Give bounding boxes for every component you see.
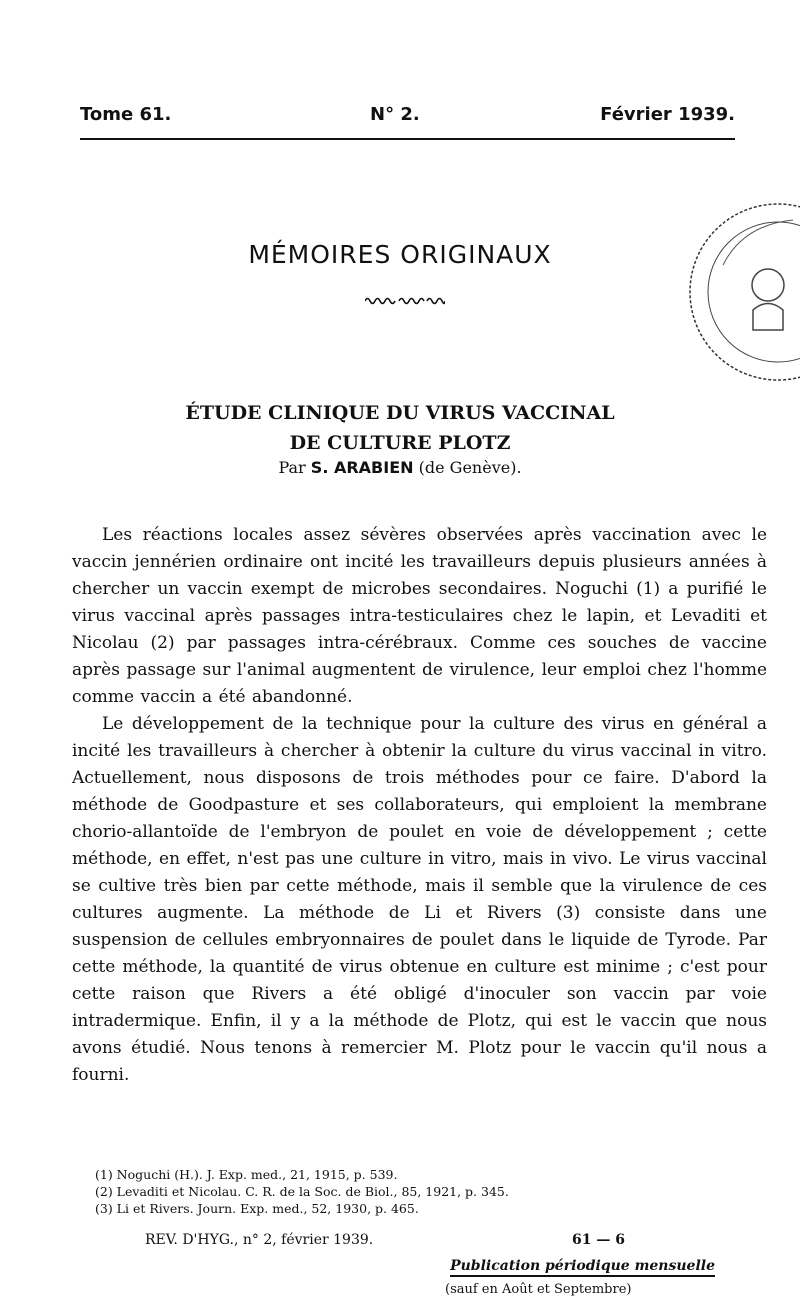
article-title — [0, 398, 800, 458]
page-footer — [145, 1232, 715, 1297]
article-title-line-1: ÉTUDE CLINIQUE DU VIRUS VACCINAL — [185, 402, 615, 424]
byline — [0, 458, 800, 477]
issue-number: N° 2. — [370, 104, 420, 125]
issue-date: Février 1939. — [600, 104, 735, 125]
article-title-line-2: DE CULTURE PLOTZ — [289, 432, 511, 454]
byline-prefix: Par — [278, 458, 306, 477]
paragraph-1: Les réactions locales assez sévères observées après vaccination avec le vaccin jennérien ordinaire ont incité les travailleurs depuis plusieurs années à chercher un vaccin exempt de microbes secondaires. Noguchi (1) a purifié le virus vaccinal après passages intra-testiculaires chez le lapin, et Levaditi et Nicolau (2) par passages intra-cérébraux. Comme ces souches de vaccine après passage sur l'animal augmentent de virulence, leur emploi chez l'homme comme vaccin a été abandonné. — [72, 525, 767, 707]
running-header — [80, 100, 735, 140]
author-affiliation: (de Genève). — [418, 458, 522, 477]
footnote-1: (1) Noguchi (H.). J. Exp. med., 21, 1915, p. 539. — [95, 1167, 398, 1182]
footnote-3: (3) Li et Rivers. Journ. Exp. med., 52, 1930, p. 465. — [95, 1201, 419, 1216]
header-rule — [80, 138, 735, 140]
publication-note: (sauf en Août et Septembre) — [445, 1282, 632, 1297]
journal-reference: REV. D'HYG., n° 2, février 1939. — [145, 1232, 374, 1248]
section-title: MÉMOIRES ORIGINAUX — [248, 240, 552, 269]
footnotes — [95, 1166, 695, 1217]
decorative-squiggle — [365, 296, 445, 306]
library-stamp-icon — [683, 185, 800, 400]
footnote-2: (2) Levaditi et Nicolau. C. R. de la Soc. de Biol., 85, 1921, p. 345. — [95, 1184, 509, 1199]
page-reference: 61 — 6 — [572, 1232, 625, 1248]
volume-number: Tome 61. — [80, 104, 172, 125]
paragraph-2: Le développement de la technique pour la culture des virus en général a incité les travailleurs à chercher à obtenir la culture du virus vaccinal in vitro. Actuellement, nous disposons de trois méthodes pour ce faire. D'abord la méthode de Goodpasture et ses collaborateurs, qui emploient la membrane chorio-allantoïde de l'embryon de poulet en voie de développement ; cette méthode, en effet, n'est pas une culture in vitro, mais in vivo. Le virus vaccinal se cultive très bien par cette méthode, mais il semble que la virulence de ces cultures augmente. La méthode de Li et Rivers (3) consiste dans une suspension de cellules embryonnaires de poulet dans le liquide de Tyrode. Par cette méthode, la quantité de virus obtenue en culture est minime ; c'est pour cette raison que Rivers a été obligé d'inoculer son vaccin par voie intradermique. Enfin, il y a la méthode de Plotz, qui est le vaccin que nous avons étudié. Nous tenons à remercier M. Plotz pour le vaccin qu'il nous a fourni. — [72, 714, 767, 1085]
article-body — [72, 522, 767, 1089]
publication-frequency: Publication périodique mensuelle — [450, 1258, 715, 1277]
author-name: S. ARABIEN — [310, 458, 414, 477]
